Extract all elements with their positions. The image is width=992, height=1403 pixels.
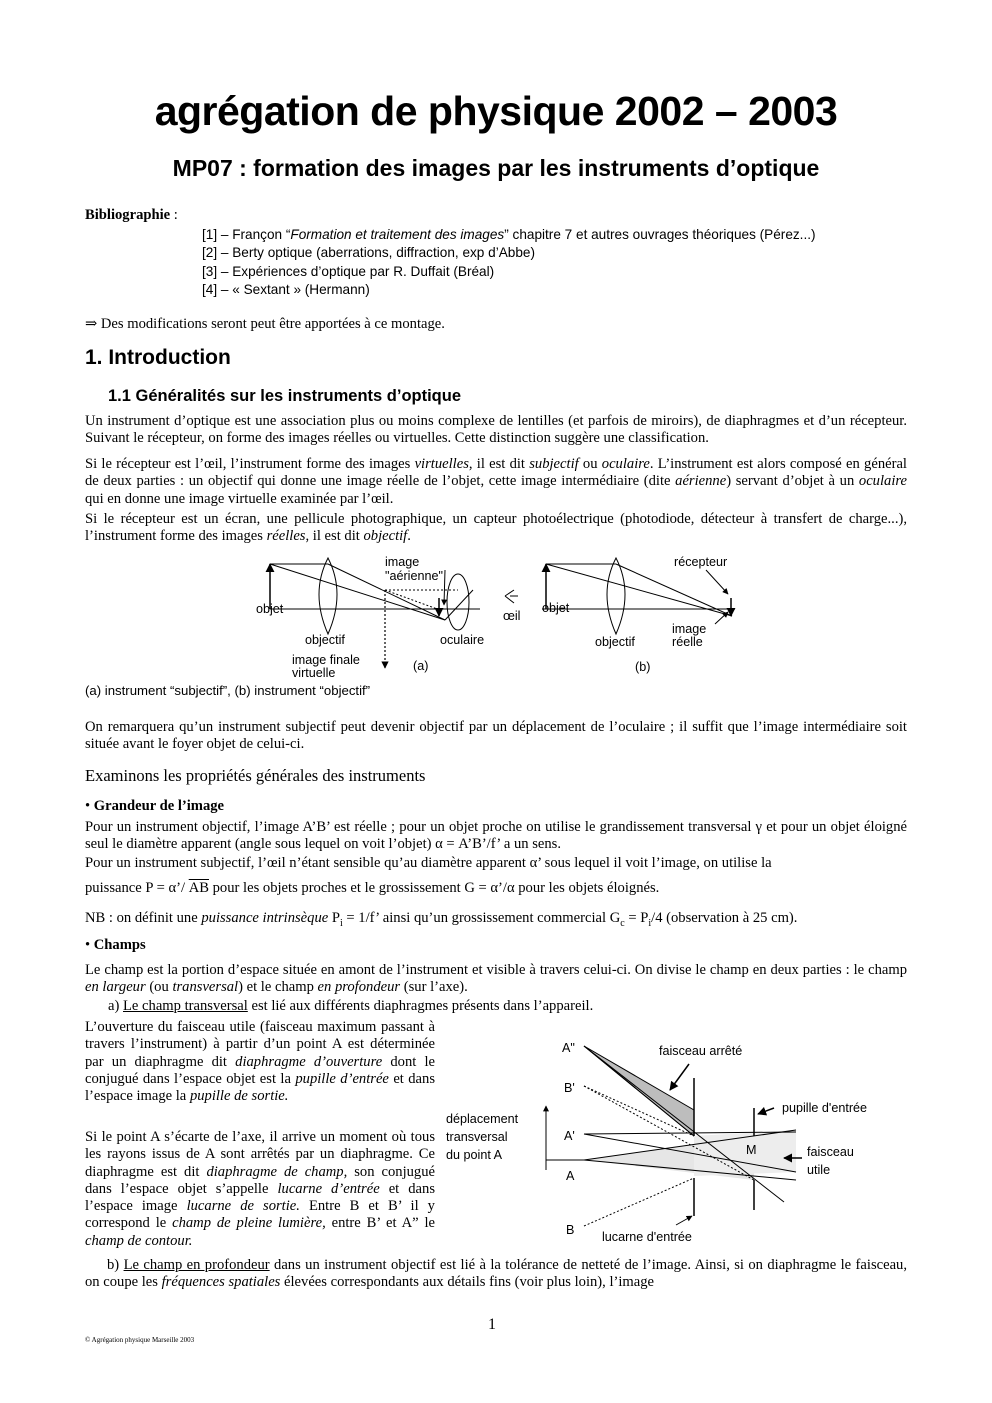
- figure-label: œil: [503, 609, 521, 623]
- figure-label: lucarne d'entrée: [602, 1230, 692, 1244]
- bullet-heading: • Champs: [85, 937, 146, 953]
- figure-label: objectif: [595, 635, 635, 649]
- footer-copyright: © Agrégation physique Marseille 2003: [85, 1336, 195, 1344]
- figure-caption: (a) instrument “subjectif”, (b) instrument “objectif”: [85, 683, 371, 698]
- subsection-heading: 1.1 Généralités sur les instruments d’optique: [108, 387, 462, 405]
- figure-label: (b): [635, 660, 651, 674]
- paragraph: puissance P = α’/ $\overline{AB}$ pour les objets proches et le grossissement G = α’/α pour les objets éloignés.: [85, 880, 660, 896]
- figure-b: [542, 555, 735, 674]
- bullet-heading: • Grandeur de l’image: [85, 798, 225, 814]
- figure-label: objectif: [305, 633, 345, 647]
- paragraph-column: L’ouverture du faisceau utile (faisceau maximum passant à travers l’instrument) à partir d’un point A est déterminée par un diaphragme dit diaphragme d’ouverture dont le conjugué dans l’espace objet est la pupille d’entrée et dans l’espace image la pupille de sortie.: [85, 1019, 435, 1105]
- bibliography-list: [202, 226, 816, 300]
- page-title: agrégation de physique 2002 – 2003: [154, 88, 838, 134]
- point-label: B': [564, 1081, 575, 1095]
- paragraph: NB : on définit une puissance intrinsèque $P_i = 1/f$’ ainsi qu’un grossissement commercial $G_c = P_i/4$ (observation à 25 cm).: [85, 910, 798, 929]
- figure-label: réelle: [672, 635, 703, 649]
- point-label: B: [566, 1223, 575, 1237]
- eye-icon: [505, 590, 518, 603]
- figure-label: faisceau arrêté: [659, 1044, 743, 1058]
- instrument-figure: [240, 550, 760, 682]
- figure-label: récepteur: [674, 555, 728, 569]
- figure-label: pupille d'entrée: [782, 1101, 868, 1115]
- figure-label: image: [672, 622, 707, 636]
- page-subtitle: MP07 : formation des images par les instruments d’optique: [172, 155, 820, 181]
- paragraph: Si le récepteur est l’œil, l’instrument forme des images virtuelles, il est dit subjectif ou oculaire. L’instrument est alors composé en général de deux parties : un objectif qui donne une image réelle de l’objet, cette image intermédiaire (dite aérienne) servant d’objet à un oculaire qui en donne une image virtuelle examinée par l’œil.: [85, 456, 907, 507]
- figure-label: objet: [542, 601, 570, 615]
- paragraph: a) Le champ transversal est lié aux différents diaphragmes présents dans l’appareil.: [108, 998, 594, 1014]
- figure-label: (a): [413, 659, 429, 673]
- figure-a: [256, 555, 520, 680]
- field-figure: [444, 1030, 900, 1244]
- paragraph-column: Si le point A s’écarte de l’axe, il arrive un moment où tous les rayons issus de A sont arrêtés par un diaphragme. Ce diaphragme est dit diaphragme de champ, son conjugué dans l’espace objet s’appelle lucarne d’entrée et dans l’espace image lucarne de sortie. Entre B et B’ il y correspond le champ de pleine lumière, entre B’ et A” le champ de contour.: [85, 1129, 435, 1249]
- bullet-icon: •: [85, 937, 94, 953]
- figure-label: virtuelle: [292, 666, 336, 680]
- paragraph: On remarquera qu’un instrument subjectif peut devenir objectif par un déplacement de l’oculaire ; il suffit que l’image intermédiaire soit située avant le foyer objet de celui-ci.: [85, 719, 907, 753]
- bibliography-item: [1] – Françon “Formation et traitement des images” chapitre 7 et autres ouvrages théoriques (Pérez...): [202, 227, 816, 242]
- figure-label: utile: [807, 1163, 831, 1177]
- paragraph: Un instrument d’optique est une association plus ou moins complexe de lentilles (et parfois de miroirs), de diaphragmes et d’un récepteur. Suivant le récepteur, on forme des images réelles ou virtuelles. Cette distinction suggère une classification.: [85, 413, 907, 447]
- bibliography-item: [3] – Expériences d’optique par R. Duffait (Bréal): [202, 263, 495, 279]
- section-intro: Examinons les propriétés générales des instruments: [85, 766, 426, 785]
- paragraph: Si le récepteur est un écran, une pellicule photographique, un capteur photoélectrique (photodiode, détecteur à transfert de charge...), l’instrument forme des images réelles, il est dit objectif.: [85, 511, 907, 545]
- point-label: A': [564, 1129, 575, 1143]
- figure-label: image: [385, 555, 420, 569]
- point-label: A": [562, 1041, 575, 1055]
- figure-label: faisceau: [807, 1145, 854, 1159]
- paragraph: Pour un instrument objectif, l’image A’B’ est réelle ; pour un objet proche on utilise le grandissement transversal γ et pour un objet éloigné seul le diamètre apparent (angle sous lequel on voit l’objet) α = A’B’/f’ a un sens.: [85, 819, 907, 853]
- axis-label: déplacement: [446, 1112, 519, 1126]
- bibliography-label: Bibliographie :: [85, 207, 178, 223]
- point-label: A: [566, 1169, 575, 1183]
- axis-label: transversal: [446, 1130, 508, 1144]
- paragraph: b) Le champ en profondeur dans un instrument objectif est lié à la tolérance de netteté de l’image. Ainsi, si on diaphragme le faisceau, on coupe les fréquences spatiales élevées correspondants aux détails fins (voir plus loin), l’image: [85, 1257, 907, 1291]
- bibliography-item: [2] – Berty optique (aberrations, diffraction, exp d’Abbe): [202, 245, 535, 261]
- page-number: 1: [488, 1316, 496, 1333]
- figure-label: oculaire: [440, 633, 485, 647]
- figure-label: image finale: [292, 653, 360, 667]
- note-line: ⇒ Des modifications seront peut être apportées à ce montage.: [85, 316, 445, 332]
- bibliography-item: [4] – « Sextant » (Hermann): [202, 282, 370, 298]
- figure-label: objet: [256, 602, 284, 616]
- paragraph: Le champ est la portion d’espace située en amont de l’instrument et visible à travers celui-ci. On divise le champ en deux parties : le champ en largeur (ou transversal) et le champ en profondeur (sur l’axe).: [85, 962, 907, 996]
- figure-label: "aérienne": [385, 569, 443, 583]
- paragraph: Pour un instrument subjectif, l’œil n’étant sensible qu’au diamètre apparent α’ sous lequel il voit l’image, on utilise la: [85, 855, 772, 871]
- axis-label: du point A: [446, 1148, 503, 1162]
- arrow-icon: ⇒: [85, 316, 98, 332]
- point-label: M: [746, 1143, 757, 1157]
- section-heading: 1. Introduction: [85, 346, 231, 369]
- bullet-icon: •: [85, 798, 94, 814]
